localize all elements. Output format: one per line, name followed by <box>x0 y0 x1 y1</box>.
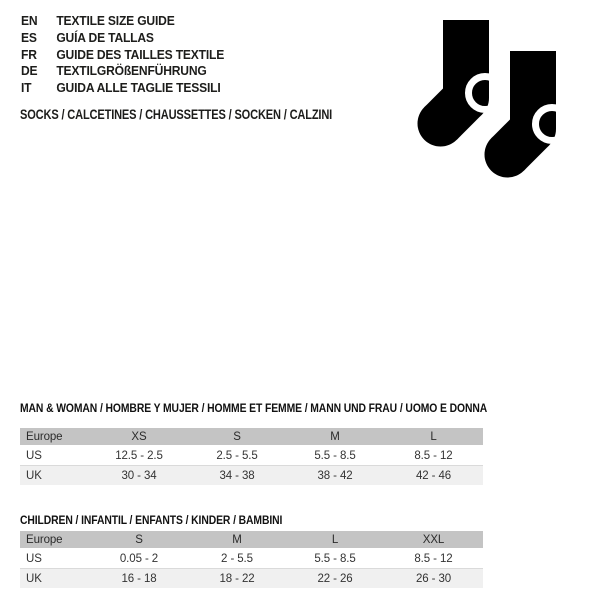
table-header-row <box>20 428 483 446</box>
region-cell: UK <box>20 466 90 486</box>
sock-left-icon <box>418 20 502 147</box>
col-header-size: M <box>286 428 384 446</box>
language-code: EN <box>21 13 38 28</box>
children-table-title: CHILDREN / INFANTIL / ENFANTS / KINDER / BAMBINI <box>20 515 283 527</box>
col-header-size: L <box>286 531 384 549</box>
size-cell: 0.05 - 2 <box>90 549 188 569</box>
language-row-de <box>21 63 224 80</box>
language-row-it <box>21 80 224 97</box>
size-cell: 12.5 - 2.5 <box>90 446 188 466</box>
size-cell: 16 - 18 <box>90 569 188 589</box>
col-header-size: XS <box>90 428 188 446</box>
table-row-uk <box>20 466 483 486</box>
col-header-size: L <box>384 428 483 446</box>
size-cell: 5.5 - 8.5 <box>286 446 384 466</box>
language-title: GUIDA ALLE TAGLIE TESSILI <box>56 80 221 96</box>
col-header-region: Europe <box>20 428 90 446</box>
region-cell: UK <box>20 569 90 589</box>
language-code: FR <box>21 46 37 62</box>
sock-right-icon <box>485 51 569 178</box>
language-row-es <box>21 30 224 47</box>
size-cell: 18 - 22 <box>188 569 286 589</box>
size-cell: 2 - 5.5 <box>188 549 286 569</box>
size-cell: 5.5 - 8.5 <box>286 549 384 569</box>
size-cell: 2.5 - 5.5 <box>188 446 286 466</box>
table-row-us <box>20 549 483 569</box>
language-code: IT <box>21 80 32 96</box>
language-title-list <box>21 13 239 97</box>
table-row-us <box>20 446 483 466</box>
man-woman-table-title: MAN & WOMAN / HOMBRE Y MUJER / HOMME ET FEMME / MANN UND FRAU / UOMO E DONNA <box>20 403 488 415</box>
col-header-size: XXL <box>384 531 483 549</box>
language-title: TEXTILGRÖßENFÜHRUNG <box>56 63 207 79</box>
man-woman-size-table <box>20 428 483 485</box>
language-title: TEXTILE SIZE GUIDE <box>56 13 175 28</box>
table-header-row <box>20 531 483 549</box>
col-header-region: Europe <box>20 531 90 549</box>
col-header-size: M <box>188 531 286 549</box>
size-cell: 8.5 - 12 <box>384 549 483 569</box>
size-cell: 22 - 26 <box>286 569 384 589</box>
table-row-uk <box>20 569 483 589</box>
language-code: DE <box>21 63 38 79</box>
size-cell: 26 - 30 <box>384 569 483 589</box>
size-cell: 38 - 42 <box>286 466 384 486</box>
language-row-en <box>21 13 224 30</box>
children-size-table <box>20 531 483 588</box>
size-cell: 8.5 - 12 <box>384 446 483 466</box>
language-row-fr <box>21 47 224 64</box>
size-cell: 42 - 46 <box>384 466 483 486</box>
category-heading: SOCKS / CALCETINES / CHAUSSETTES / SOCKEN / CALZINI <box>20 107 333 122</box>
language-code: ES <box>21 29 37 45</box>
col-header-size: S <box>90 531 188 549</box>
socks-icon <box>400 0 600 200</box>
language-title: GUIDE DES TAILLES TEXTILE <box>56 46 225 62</box>
col-header-size: S <box>188 428 286 446</box>
size-cell: 34 - 38 <box>188 466 286 486</box>
region-cell: US <box>20 446 90 466</box>
region-cell: US <box>20 549 90 569</box>
language-title: GUÍA DE TALLAS <box>56 29 154 45</box>
size-cell: 30 - 34 <box>90 466 188 486</box>
